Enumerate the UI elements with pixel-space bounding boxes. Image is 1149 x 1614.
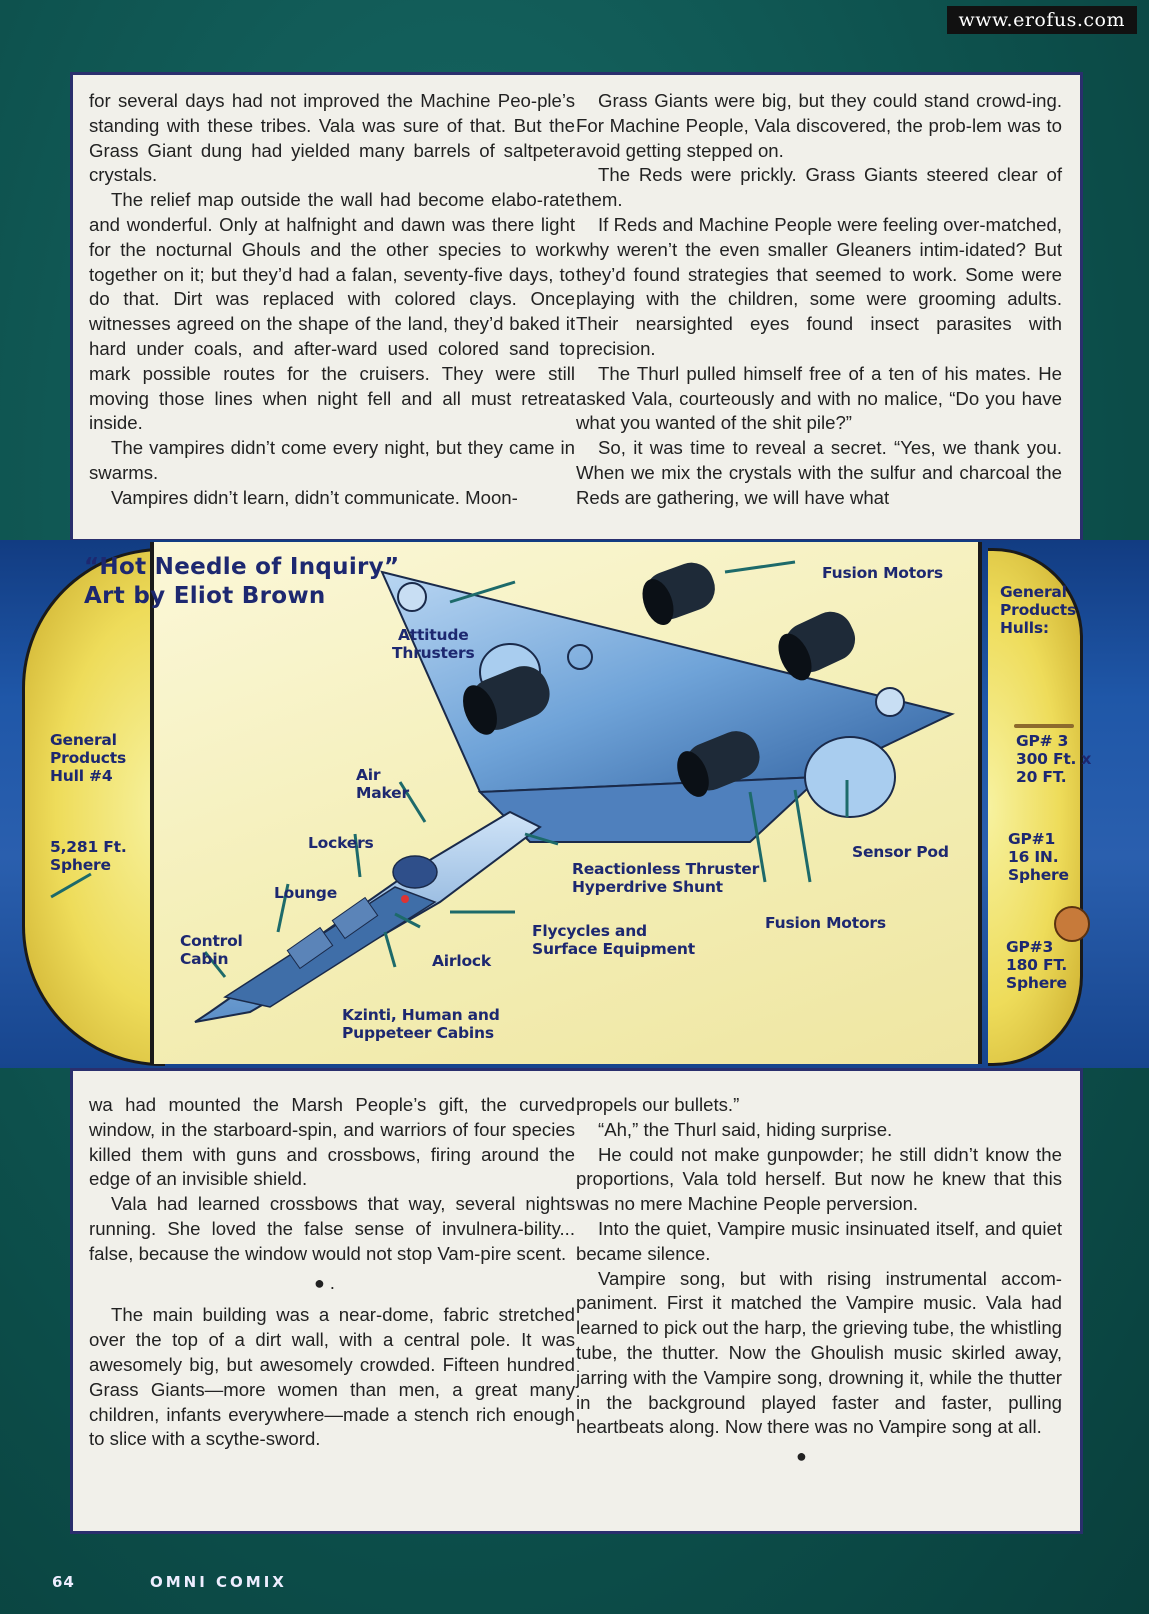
paragraph: If Reds and Machine People were feeling over-matched, why weren’t the even smaller Gleaners intim-idated? But they’d found strategies that seemed to work. Some were playing with the children, some were grooming adults. Their nearsighted eyes found insect parasites with precision. xyxy=(576,213,1062,359)
bottom-right-column xyxy=(576,1093,1062,1523)
sensor-pod xyxy=(805,737,895,817)
callout-fusion-motors-bottom: Fusion Motors xyxy=(765,914,886,932)
gp3-sphere-icon xyxy=(1054,906,1090,942)
bottom-text-panel xyxy=(70,1068,1083,1534)
label-gp-hulls-heading: General Products Hulls: xyxy=(1000,583,1077,637)
callout-flycycles: Flycycles and Surface Equipment xyxy=(532,922,695,958)
paragraph: The vampires didn’t come every night, but they came in swarms. xyxy=(89,437,575,483)
arrow-fusion-bottom-2 xyxy=(795,790,810,882)
airlock-bulge xyxy=(393,856,437,888)
section-break-bullet: ● xyxy=(796,1446,807,1467)
callout-airlock: Airlock xyxy=(432,952,492,970)
label-gp1-16in: GP#1 16 IN. Sphere xyxy=(1008,830,1069,884)
callout-sensor-pod: Sensor Pod xyxy=(852,843,949,861)
paragraph: The Thurl pulled himself free of a ten of his mates. He asked Vala, courteously and with no malice, “Do you have what you wanted of the shit pile?” xyxy=(576,362,1062,434)
paragraph: The Reds were prickly. Grass Giants steered clear of them. xyxy=(576,164,1062,211)
label-5281-sphere: 5,281 Ft. Sphere xyxy=(50,838,127,874)
paragraph: The relief map outside the wall had become elabo-rate and wonderful. Only at halfnight and dawn was there light for the nocturnal Ghouls and the other species to work together on it; but they’d had a falan, seventy-five days, to do that. Dirt was replaced with colored clays. Once witnesses agreed on the shape of the land, they’d baked it hard under coals, and after-ward used colored sand to mark possible routes for the cruisers. They were still moving those lines when night fell and all must retreat inside. xyxy=(89,189,575,434)
watermark: www.erofus.com xyxy=(947,6,1138,34)
arrow-cabins xyxy=(385,932,395,967)
callout-control-cabin: Control Cabin xyxy=(180,932,243,968)
callout-attitude-thrusters: Attitude Thrusters xyxy=(392,626,475,662)
label-hull4: General Products Hull #4 xyxy=(50,731,127,785)
bottom-left-column xyxy=(89,1093,575,1523)
attitude-thruster-cluster-2 xyxy=(876,688,904,716)
callout-air-maker: Air Maker xyxy=(356,766,409,802)
fusion-motor-1 xyxy=(637,556,721,629)
magazine-name: OMNI COMIX xyxy=(150,1573,287,1591)
paragraph: for several days had not improved the Machine Peo-ple’s standing with these tribes. Vala was sure of that. But the Grass Giant dung had yielded many barrels of saltpeter crystals. xyxy=(89,90,575,186)
art-title xyxy=(84,553,399,611)
gp-hull-4-lens xyxy=(22,548,165,1066)
callout-cabins: Kzinti, Human and Puppeteer Cabins xyxy=(342,1006,500,1042)
section-break-bullet: ● . xyxy=(314,1272,335,1293)
top-right-column xyxy=(576,89,1062,531)
label-gp3-180ft: GP#3 180 FT. Sphere xyxy=(1006,938,1068,992)
callout-lounge: Lounge xyxy=(274,884,338,902)
art-credit: Art by Eliot Brown xyxy=(84,583,326,609)
callout-lockers: Lockers xyxy=(308,834,374,852)
callout-fusion-motors-top: Fusion Motors xyxy=(822,564,943,582)
top-text-panel xyxy=(70,72,1083,542)
paragraph: So, it was time to reveal a secret. “Yes, we thank you. When we mix the crystals with the sulfur and charcoal the Reds are gathering, we will have what xyxy=(576,437,1062,508)
paragraph: wa had mounted the Marsh People’s gift, the curved window, in the starboard-spin, and warriors of four species killed them with guns and crossbows, firing around the edge of an invisible shield. xyxy=(89,1094,575,1190)
label-gp3-300ft: GP# 3 300 Ft. x 20 FT. xyxy=(1016,732,1092,786)
paragraph: Vampire song, but with rising instrumental accom-paniment. First it matched the Vampire music. Vala had learned to pick out the harp, the grieving tube, the whistling tube, the thutter. Now the Ghoulish music skirled away, jarring with the Vampire song, drowning it, while the thutter in the background played faster and faster, pulling heartbeats along. Now there was no Vampire song at all. xyxy=(576,1267,1062,1438)
paragraph: Into the quiet, Vampire music insinuated itself, and quiet became silence. xyxy=(576,1217,1062,1264)
ship-illustration xyxy=(150,542,982,1064)
page-number: 64 xyxy=(52,1573,75,1591)
paragraph: propels our bullets.” xyxy=(576,1094,740,1115)
callout-reactionless-thruster: Reactionless Thruster Hyperdrive Shunt xyxy=(572,860,760,896)
paragraph: Grass Giants were big, but they could stand crowd-ing. For Machine People, Vala discovered, the prob-lem was to avoid getting stepped on. xyxy=(576,90,1062,161)
paragraph: He could not make gunpowder; he still didn’t know the proportions, Vala told herself. But now he knew that this was no mere Machine People perversion. xyxy=(576,1143,1062,1215)
paragraph: The main building was a near-dome, fabric stretched over the top of a dirt wall, with a central pole. It was awesomely big, but awesomely crowded. Fifteen hundred Grass Giants—more women than men, a great many children, infants everywhere—made a stench rich enough to slice with a scythe-sword. xyxy=(89,1304,575,1450)
paragraph: Vala had learned crossbows that way, several nights running. She loved the false sense of invulnera-bility... false, because the window would not stop Vam-pire scent. xyxy=(89,1193,575,1264)
gp3-needle-icon xyxy=(1014,724,1074,728)
top-left-column xyxy=(89,89,575,531)
cabin-light xyxy=(401,895,409,903)
attitude-thruster-cluster-1 xyxy=(398,583,426,611)
paragraph: Vampires didn’t learn, didn’t communicate. Moon- xyxy=(111,486,518,508)
paragraph: “Ah,” the Thurl said, hiding surprise. xyxy=(598,1118,893,1140)
art-title-line1: “Hot Needle of Inquiry” xyxy=(84,554,400,580)
arrow-fusion-top xyxy=(725,562,795,572)
